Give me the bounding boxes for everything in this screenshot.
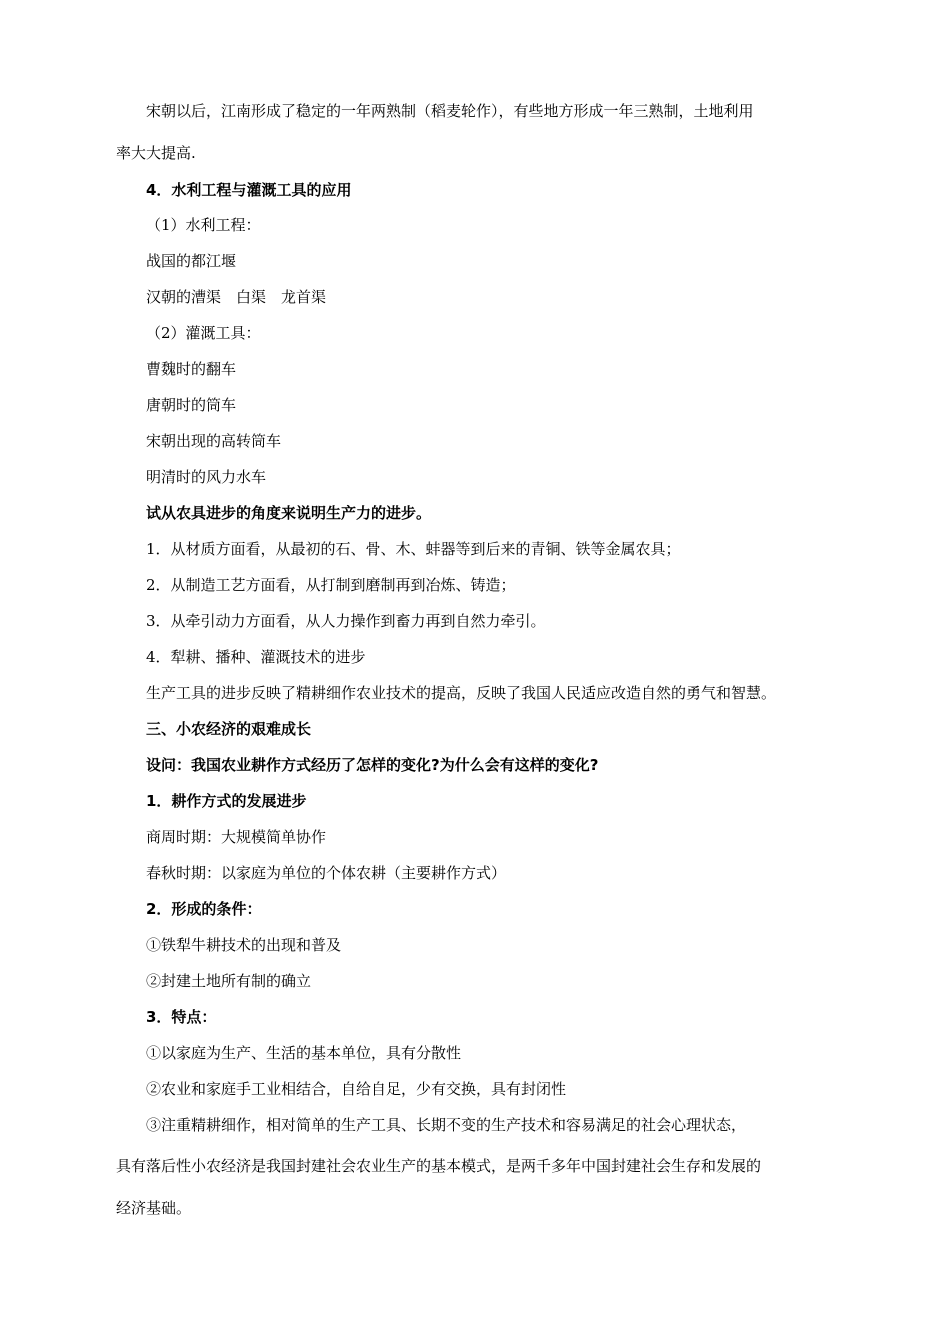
section-heading: 4．水利工程与灌溉工具的应用 — [146, 181, 352, 199]
list-item: ①铁犁牛耕技术的出现和普及 — [146, 936, 342, 954]
question-heading: 设问：我国农业耕作方式经历了怎样的变化?为什么会有这样的变化? — [146, 756, 599, 774]
question-heading: 试从农具进步的角度来说明生产力的进步。 — [146, 504, 432, 522]
paragraph-line: 生产工具的进步反映了精耕细作农业技术的提高，反映了我国人民适应改造自然的勇气和智慧。 — [146, 684, 777, 702]
list-item: 宋朝出现的高转筒车 — [146, 432, 282, 450]
subheading: （1）水利工程： — [146, 216, 261, 234]
paragraph-line: 经济基础。 — [116, 1199, 192, 1217]
list-item: 1．从材质方面看，从最初的石、骨、木、蚌器等到后来的青铜、铁等金属农具； — [146, 540, 681, 558]
list-item: 商周时期：大规模简单协作 — [146, 828, 327, 846]
paragraph-line: 宋朝以后，江南形成了稳定的一年两熟制（稻麦轮作），有些地方形成一年三熟制，土地利用 — [146, 102, 754, 120]
list-item: 3．从牵引动力方面看，从人力操作到畜力再到自然力牵引。 — [146, 612, 546, 630]
list-item: 2．从制造工艺方面看，从打制到磨制再到冶炼、铸造； — [146, 576, 516, 594]
list-item: 曹魏时的翻车 — [146, 360, 237, 378]
list-item: 唐朝时的筒车 — [146, 396, 237, 414]
list-item: ②农业和家庭手工业相结合，自给自足，少有交换，具有封闭性 — [146, 1080, 567, 1098]
section-heading: 3．特点： — [146, 1008, 217, 1026]
list-item: 4．犁耕、播种、灌溉技术的进步 — [146, 648, 366, 666]
section-heading: 三、小农经济的艰难成长 — [146, 720, 312, 738]
list-item: 汉朝的漕渠 白渠 龙首渠 — [146, 288, 327, 306]
paragraph-line: 率大大提高. — [116, 144, 196, 162]
list-item: ③注重精耕细作，相对简单的生产工具、长期不变的生产技术和容易满足的社会心理状态， — [146, 1116, 747, 1134]
paragraph-line: 具有落后性小农经济是我国封建社会农业生产的基本模式，是两千多年中国封建社会生存和发展的 — [116, 1157, 762, 1175]
list-item: ②封建土地所有制的确立 — [146, 972, 312, 990]
list-item: 战国的都江堰 — [146, 252, 237, 270]
list-item: ①以家庭为生产、生活的基本单位，具有分散性 — [146, 1044, 462, 1062]
subheading: （2）灌溉工具： — [146, 324, 261, 342]
section-heading: 1．耕作方式的发展进步 — [146, 792, 307, 810]
list-item: 明清时的风力水车 — [146, 468, 267, 486]
section-heading: 2．形成的条件： — [146, 900, 262, 918]
list-item: 春秋时期：以家庭为单位的个体农耕（主要耕作方式） — [146, 864, 507, 882]
